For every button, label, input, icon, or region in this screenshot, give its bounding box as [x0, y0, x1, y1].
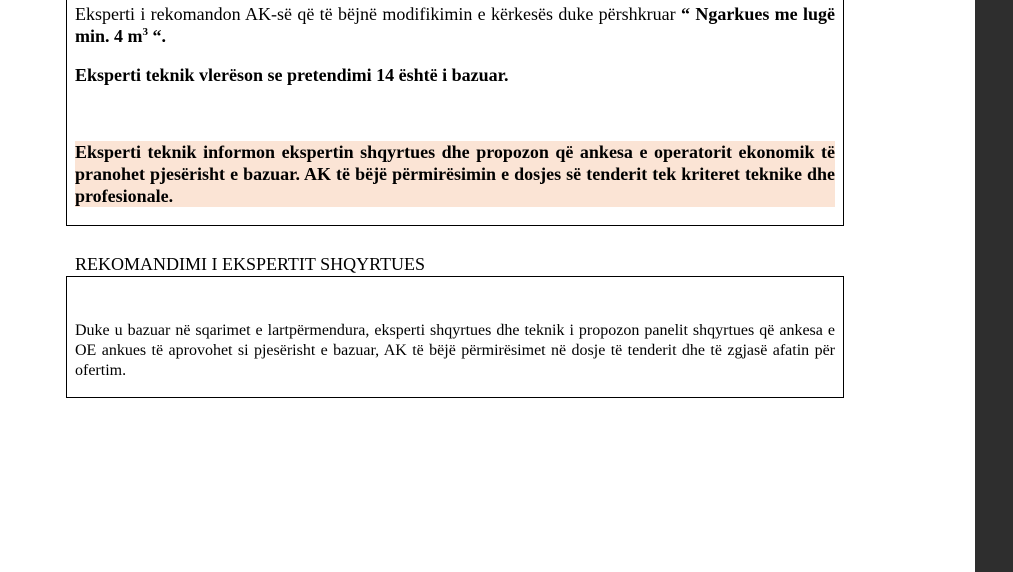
recommendation-bold: “ Ngarkues me lugë min. 4 m: [75, 4, 835, 46]
claim-assessment-paragraph: Eksperti teknik vlerëson se pretendimi 14 është i bazuar.: [75, 65, 509, 85]
recommendation-box: [66, 276, 844, 398]
vertical-scrollbar[interactable]: [975, 0, 1013, 572]
recommendation-text: Eksperti i rekomandon AK-së që të bëjnë modifikimin e kërkesës duke përshkruar: [75, 4, 681, 24]
recommendation-end: “.: [148, 26, 166, 46]
expert-assessment-box: [66, 0, 844, 226]
recommendation-body: Duke u bazuar në sqarimet e lartpërmendura, eksperti shqyrtues dhe teknik i propozon panelit shqyrtues që ankesa e OE ankues të aprovohet si pjesërisht e bazuar, AK të bëjë përmirësimet në dosje të tenderit dhe të zgjasë afatin për ofertim.: [75, 322, 835, 379]
superscript: 3: [142, 26, 148, 38]
recommendation-paragraph: [75, 3, 835, 47]
section-heading: REKOMANDIMI I EKSPERTIT SHQYRTUES: [75, 254, 426, 274]
highlighted-conclusion-paragraph: Eksperti teknik informon ekspertin shqyrtues dhe propozon që ankesa e operatorit ekonomik të pranohet pjesërisht e bazuar. AK të bëjë përmirësimin e dosjes së tenderit tek kriteret teknike dhe profesionale.: [75, 142, 835, 206]
